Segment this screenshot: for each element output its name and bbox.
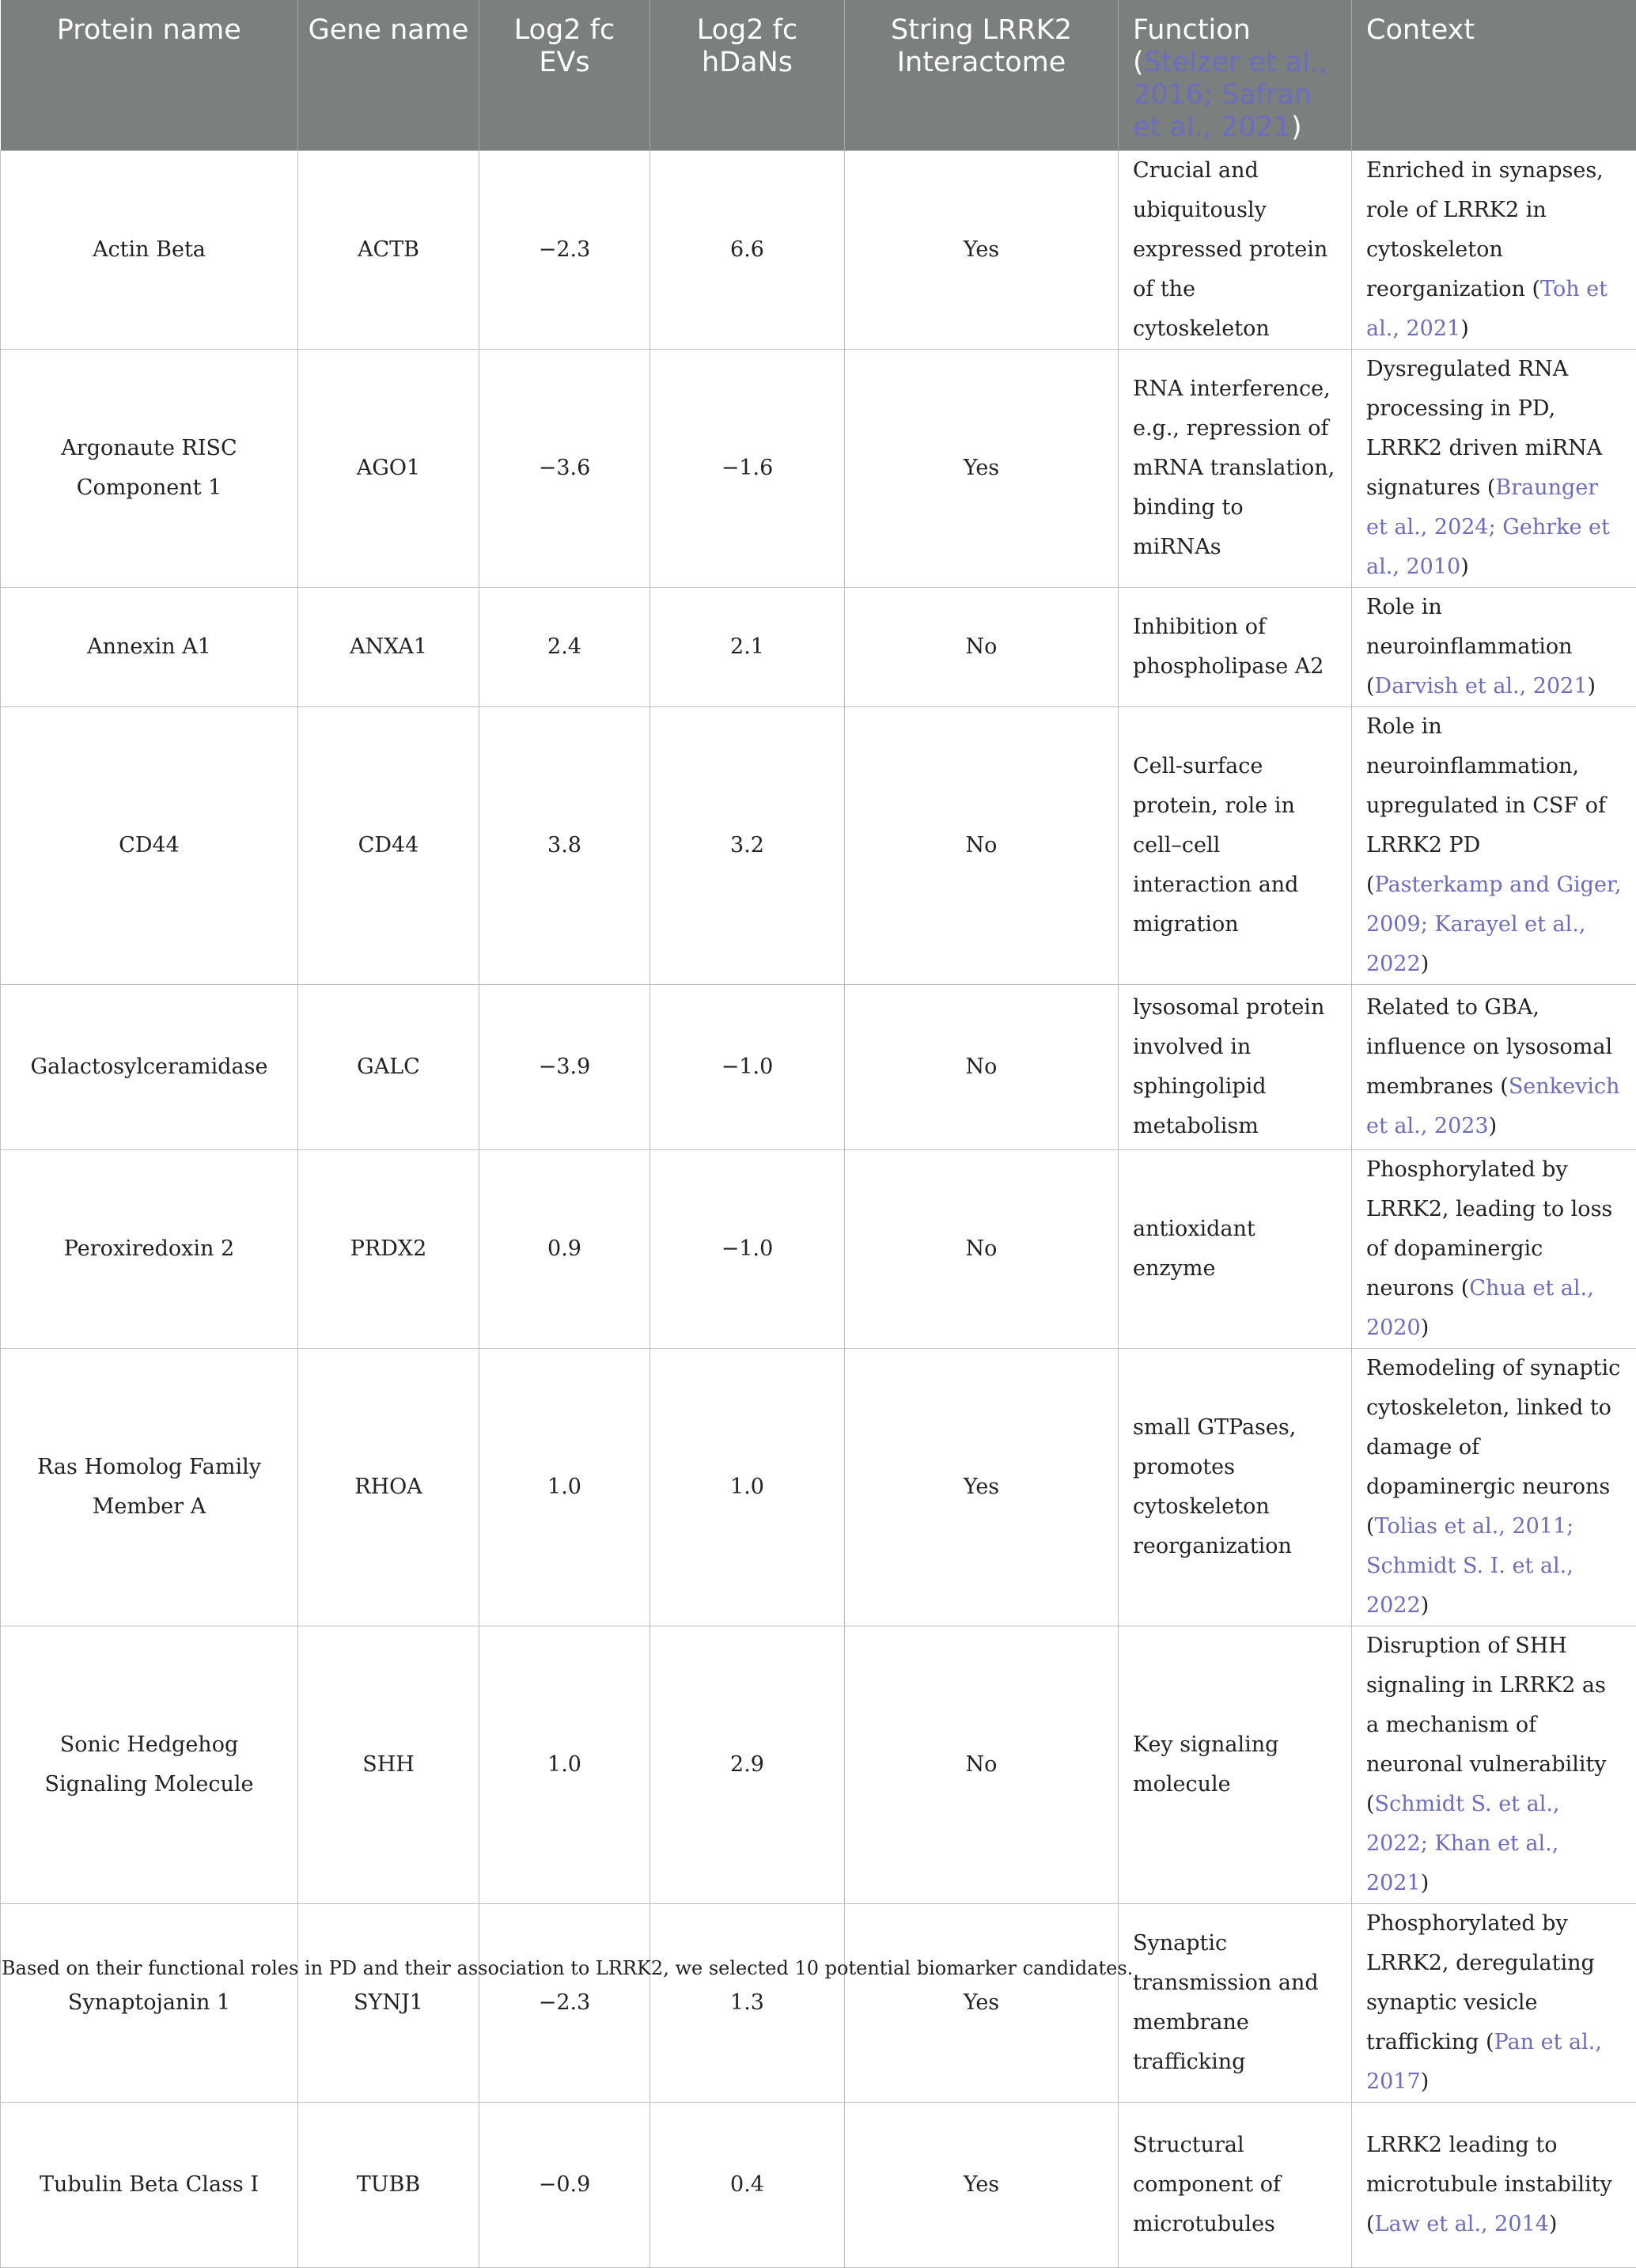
table-row [1,588,1636,707]
context-reference-link[interactable]: Chua et al., 2020 [1366,1276,1594,1340]
context-reference-link[interactable]: Darvish et al., 2021 [1375,674,1588,699]
cell-log2-hdans: 0.4 [650,2103,845,2268]
cell-protein-name: Ras Homolog Family Member A [1,1349,298,1626]
header-context: Context [1352,0,1636,151]
table-row [1,1626,1636,1904]
cell-string-interactome: Yes [845,2103,1119,2268]
table-row [1,350,1636,588]
cell-gene-name: CD44 [298,707,479,985]
cell-log2-evs: −0.9 [479,2103,650,2268]
context-text: Disruption of SHH signaling in LRRK2 as a mechanism of neuronal vulnerability ( [1366,1634,1607,1816]
cell-string-interactome: No [845,1150,1119,1349]
cell-gene-name: ACTB [298,151,479,350]
cell-log2-hdans: 1.0 [650,1349,845,1626]
cell-function: Inhibition of phospholipase A2 [1119,588,1352,707]
context-text: Role in neuroinflammation ( [1366,595,1572,699]
context-text: Related to GBA, influence on lysosomal membranes ( [1366,995,1612,1099]
cell-log2-hdans: −1.0 [650,1150,845,1349]
cell-log2-evs: 1.0 [479,1349,650,1626]
cell-log2-evs: 2.4 [479,588,650,707]
header-function-label: Function [1133,14,1251,46]
table-row [1,985,1636,1150]
cell-function: small GTPases, promotes cytoskeleton reorganization [1119,1349,1352,1626]
cell-context [1352,1349,1636,1626]
cell-function: RNA interference, e.g., repression of mRNA translation, binding to miRNAs [1119,350,1352,588]
cell-protein-name: Sonic Hedgehog Signaling Molecule [1,1626,298,1904]
header-log2-hdans: Log2 fc hDaNs [650,0,845,151]
context-end: ) [1421,2069,1430,2094]
header-gene-name: Gene name [298,0,479,151]
cell-context [1352,588,1636,707]
cell-string-interactome: No [845,707,1119,985]
context-end: ) [1421,1316,1430,1340]
context-reference-link[interactable]: Senkevich et al., 2023 [1366,1074,1619,1138]
cell-log2-hdans: 6.6 [650,151,845,350]
context-text: Dysregulated RNA processing in PD, LRRK2 driven miRNA signatures ( [1366,357,1602,500]
cell-protein-name: Galactosylceramidase [1,985,298,1150]
table-row [1,707,1636,985]
cell-protein-name: Actin Beta [1,151,298,350]
cell-protein-name: Annexin A1 [1,588,298,707]
cell-protein-name: Argonaute RISC Component 1 [1,350,298,588]
cell-log2-evs: −2.3 [479,1904,650,2103]
cell-log2-evs: 1.0 [479,1626,650,1904]
context-text: Remodeling of synaptic cytoskeleton, linked to damage of dopaminergic neurons ( [1366,1356,1620,1539]
context-reference-link[interactable]: Pasterkamp and Giger, 2009; Karayel et al., 2022 [1366,873,1621,976]
header-log2-evs: Log2 fc EVs [479,0,650,151]
header-function-open: ( [1133,47,1144,78]
context-text: Phosphorylated by LRRK2, leading to loss of dopaminergic neurons ( [1366,1157,1612,1301]
cell-gene-name: RHOA [298,1349,479,1626]
cell-context [1352,2103,1636,2268]
cell-protein-name: Peroxiredoxin 2 [1,1150,298,1349]
header-function-close: ) [1291,112,1302,143]
cell-log2-evs: 0.9 [479,1150,650,1349]
context-end: ) [1460,555,1469,579]
context-end: ) [1489,1114,1498,1138]
cell-function: antioxidant enzyme [1119,1150,1352,1349]
cell-protein-name: Synaptojanin 1 [1,1904,298,2103]
cell-context [1352,707,1636,985]
cell-log2-evs: −3.6 [479,350,650,588]
cell-gene-name: AGO1 [298,350,479,588]
table-row [1,1904,1636,2103]
cell-context [1352,1150,1636,1349]
cell-log2-evs: 3.8 [479,707,650,985]
cell-log2-evs: −2.3 [479,151,650,350]
cell-gene-name: PRDX2 [298,1150,479,1349]
cell-function: Structural component of microtubules [1119,2103,1352,2268]
header-function-reference-link[interactable]: Stelzer et al., 2016; Safran et al., 2021 [1133,47,1327,143]
table-caption: Based on their functional roles in PD and their association to LRRK2, we selected 10 potential biomarker candidates. [2,1957,1133,1979]
cell-gene-name: GALC [298,985,479,1150]
context-reference-link[interactable]: Pan et al., 2017 [1366,2030,1602,2094]
cell-string-interactome: No [845,588,1119,707]
cell-string-interactome: No [845,1626,1119,1904]
cell-gene-name: SYNJ1 [298,1904,479,2103]
table-row [1,1150,1636,1349]
header-function [1119,0,1352,151]
cell-context [1352,350,1636,588]
cell-log2-hdans: 1.3 [650,1904,845,2103]
cell-gene-name: TUBB [298,2103,479,2268]
cell-context [1352,985,1636,1150]
context-reference-link[interactable]: Tolias et al., 2011; Schmidt S. I. et al., 2022 [1366,1514,1574,1618]
cell-string-interactome: Yes [845,151,1119,350]
cell-log2-hdans: −1.0 [650,985,845,1150]
context-end: ) [1421,952,1430,976]
cell-context [1352,1626,1636,1904]
cell-function: Cell-surface protein, role in cell–cell interaction and migration [1119,707,1352,985]
context-end: ) [1549,2212,1558,2236]
cell-string-interactome: Yes [845,1349,1119,1626]
context-text: Phosphorylated by LRRK2, deregulating synaptic vesicle trafficking ( [1366,1911,1595,2054]
context-end: ) [1460,316,1469,341]
cell-log2-hdans: −1.6 [650,350,845,588]
context-text: Enriched in synapses, role of LRRK2 in cytoskeleton reorganization ( [1366,158,1604,301]
context-reference-link[interactable]: Braunger et al., 2024; Gehrke et al., 2010 [1366,475,1610,579]
cell-function: Key signaling molecule [1119,1626,1352,1904]
cell-protein-name: CD44 [1,707,298,985]
context-text: Role in neuroinflammation, upregulated in CSF of LRRK2 PD ( [1366,714,1606,897]
context-end: ) [1421,1593,1430,1618]
cell-function: lysosomal protein involved in sphingolipid metabolism [1119,985,1352,1150]
context-reference-link[interactable]: Schmidt S. et al., 2022; Khan et al., 2021 [1366,1792,1560,1895]
cell-context [1352,1904,1636,2103]
context-reference-link[interactable]: Toh et al., 2021 [1366,277,1608,341]
cell-function: Synaptic transmission and membrane trafficking [1119,1904,1352,2103]
cell-gene-name: SHH [298,1626,479,1904]
cell-string-interactome: No [845,985,1119,1150]
table-row [1,2103,1636,2268]
header-string-interactome: String LRRK2 Interactome [845,0,1119,151]
context-reference-link[interactable]: Law et al., 2014 [1375,2212,1549,2236]
cell-string-interactome: Yes [845,350,1119,588]
cell-log2-hdans: 2.9 [650,1626,845,1904]
context-end: ) [1588,674,1596,699]
cell-log2-evs: −3.9 [479,985,650,1150]
cell-log2-hdans: 3.2 [650,707,845,985]
cell-string-interactome: Yes [845,1904,1119,2103]
table-header-row [1,0,1636,151]
cell-context [1352,151,1636,350]
table-body [1,151,1636,2268]
cell-log2-hdans: 2.1 [650,588,845,707]
cell-gene-name: ANXA1 [298,588,479,707]
cell-protein-name: Tubulin Beta Class I [1,2103,298,2268]
header-protein-name: Protein name [1,0,298,151]
table-row [1,1349,1636,1626]
context-text: LRRK2 leading to microtubule instability ( [1366,2133,1612,2236]
context-end: ) [1421,1871,1430,1895]
cell-function: Crucial and ubiquitously expressed protein of the cytoskeleton [1119,151,1352,350]
table-row [1,151,1636,350]
